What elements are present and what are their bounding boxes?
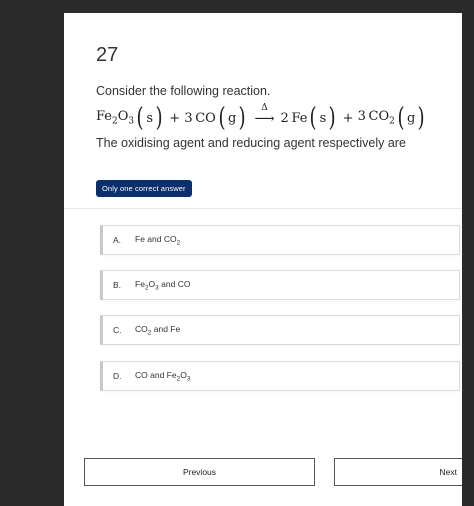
divider	[64, 208, 462, 209]
option-c[interactable]	[100, 315, 460, 345]
question-number: 27	[96, 44, 119, 66]
reaction-equation: $Fe_2O_3$ ( s ) + 3 CO ( g ) Δ ⟶ 2 Fe ( s ) + 3 $CO_2$ ( g )	[96, 102, 425, 133]
state-product-1: s	[319, 110, 327, 126]
question-prompt: Consider the following reaction.	[96, 84, 271, 98]
answer-type-badge: Only one correct answer	[96, 180, 192, 197]
state-product-2: g	[407, 110, 416, 126]
option-letter: B.	[113, 280, 122, 290]
reaction-arrow: Δ ⟶	[254, 102, 275, 127]
option-text: Fe and $CO_2$	[135, 233, 181, 247]
reactant-1: $Fe_2O_3$	[96, 109, 135, 127]
previous-button[interactable]: Previous	[84, 458, 315, 486]
plus-sign: +	[169, 110, 181, 126]
heat-condition: Δ	[261, 102, 268, 113]
product-1: 2 Fe	[280, 110, 308, 126]
reactant-2: 3 CO	[184, 110, 216, 126]
question-text: The oxidising agent and reducing agent respectively are	[96, 136, 406, 150]
state-reactant-2: g	[227, 110, 237, 126]
product-2: 3 $CO_2$	[357, 109, 395, 127]
option-letter: D.	[113, 371, 122, 381]
plus-sign: +	[342, 110, 354, 126]
option-letter: C.	[113, 325, 122, 335]
option-d[interactable]	[100, 361, 460, 391]
next-button[interactable]: Next	[334, 458, 464, 486]
option-text: $CO_2$ and Fe	[135, 323, 181, 337]
screen-frame-edge	[462, 0, 474, 506]
state-reactant-1: s	[146, 110, 153, 126]
option-b[interactable]	[100, 270, 460, 300]
option-letter: A.	[113, 235, 122, 245]
option-text: $Fe_2O_3$ and CO	[135, 278, 191, 292]
option-text: CO and $Fe_2O_3$	[135, 369, 191, 383]
option-a[interactable]	[100, 225, 460, 255]
